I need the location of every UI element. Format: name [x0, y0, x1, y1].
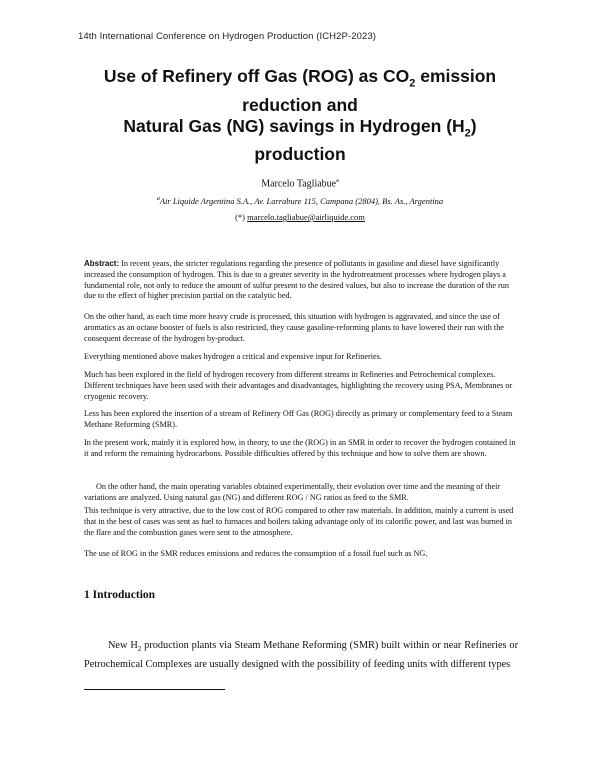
title-text: emission [415, 66, 497, 86]
intro-subscript: 2 [137, 645, 142, 654]
abstract-p5: Less has been explored the insertion of a stream of Refinery Off Gas (ROG) directly as primary or complementary feed to a Steam Methane Reforming (SMR). [84, 409, 513, 429]
email-prefix: (*) [235, 212, 245, 222]
title-subscript: 2 [464, 127, 471, 139]
abstract-p3: Everything mentioned above makes hydrogen a critical and expensive input for Refineries. [84, 352, 382, 361]
paper-title [60, 66, 540, 165]
abstract-p1 [84, 259, 518, 302]
abstract-p7: On the other hand, the main operating variables obtained experimentally, their evolution over time and the meaning of their variations are analyzed. Using natural gas (NG) and different ROG / NG ratios as feed to the SMR. [84, 482, 501, 502]
abstract-p8: This technique is very attractive, due to the low cost of ROG compared to other raw materials. In addition, mainly a current is used that in the best of cases was sent as fuel to furnaces and boilers taking advantage only of its calorific power, and last was burned in the flare and the combustion gases were sent to the atmosphere. [84, 506, 514, 537]
intro-text: New H [108, 640, 138, 651]
title-text: Natural Gas (NG) savings in Hydrogen (H [123, 115, 465, 136]
abstract-p4: Much has been explored in the field of hydrogen recovery from different streams in Refineries and Petrochemical complexes. Different techniques have been used with their advantages and disadvantages, highlighting the recovery using PSA, Membranes or cryogenic recovery. [84, 370, 513, 401]
abstract-p9: The use of ROG in the SMR reduces emissions and reduces the consumption of a fossil fuel such as NG. [84, 549, 428, 558]
title-text: reduction and [242, 94, 358, 115]
affiliation-text: Air Liquide Argentina S.A., Av. Larrabure 115, Campana (2804), Bs. As., Argentina [159, 196, 444, 206]
intro-paragraph [84, 638, 518, 673]
title-text: production [254, 144, 346, 164]
footnote-rule [84, 689, 225, 690]
email-link[interactable]: marcelo.tagliabue@airliquide.com [247, 212, 365, 222]
author-name: Marcelo Tagliabue [261, 178, 337, 190]
contact-email [0, 212, 600, 222]
section-heading: 1 Introduction [84, 589, 156, 601]
author-line [0, 178, 600, 189]
title-text: ) [470, 115, 477, 136]
affiliation [0, 196, 600, 206]
author-mark: a [336, 178, 339, 184]
abstract-label: Abstract: [84, 259, 120, 268]
abstract-p2: On the other hand, as each time more heavy crude is processed, this situation with hydrogen is aggravated, and since the use of aromatics as an octane booster of fuels is also restricted, they cause gasoline-reforming plants to have lowered their run with the consequent decrease of the hydrogen by-product. [84, 312, 504, 343]
conference-header: 14th International Conference on Hydrogen Production (ICH2P-2023) [78, 31, 377, 42]
intro-text: production plants via Steam Methane Reforming (SMR) built within or near Refineries or Petrochemical Complexes are usually designed with the possibility of feeding units with different types [84, 640, 519, 671]
abstract-text: In recent years, the stricter regulations regarding the presence of pollutants in gasoline and diesel have significantly increased the consumption of hydrogen. This is due to a greater severity in the hydrotreatment processes where hydrogen plays a fundamental role, not only to reduce the amount of sulfur present to the desired values, but also to increase the duration of the run due to the effect of higher precision partial on the catalytic bed. [84, 259, 509, 301]
title-subscript: 2 [409, 77, 416, 90]
abstract-p6: In the present work, mainly it is explored how, in theory, to use the (ROG) in an SMR in order to recover the hydrogen contained in it and reform the remaining hydrocarbons. Possible difficulties offered by this technique and how to solve them are shown. [84, 438, 516, 458]
title-text: Use of Refinery off Gas (ROG) as CO [103, 66, 410, 86]
affiliation-mark: a [156, 196, 160, 203]
